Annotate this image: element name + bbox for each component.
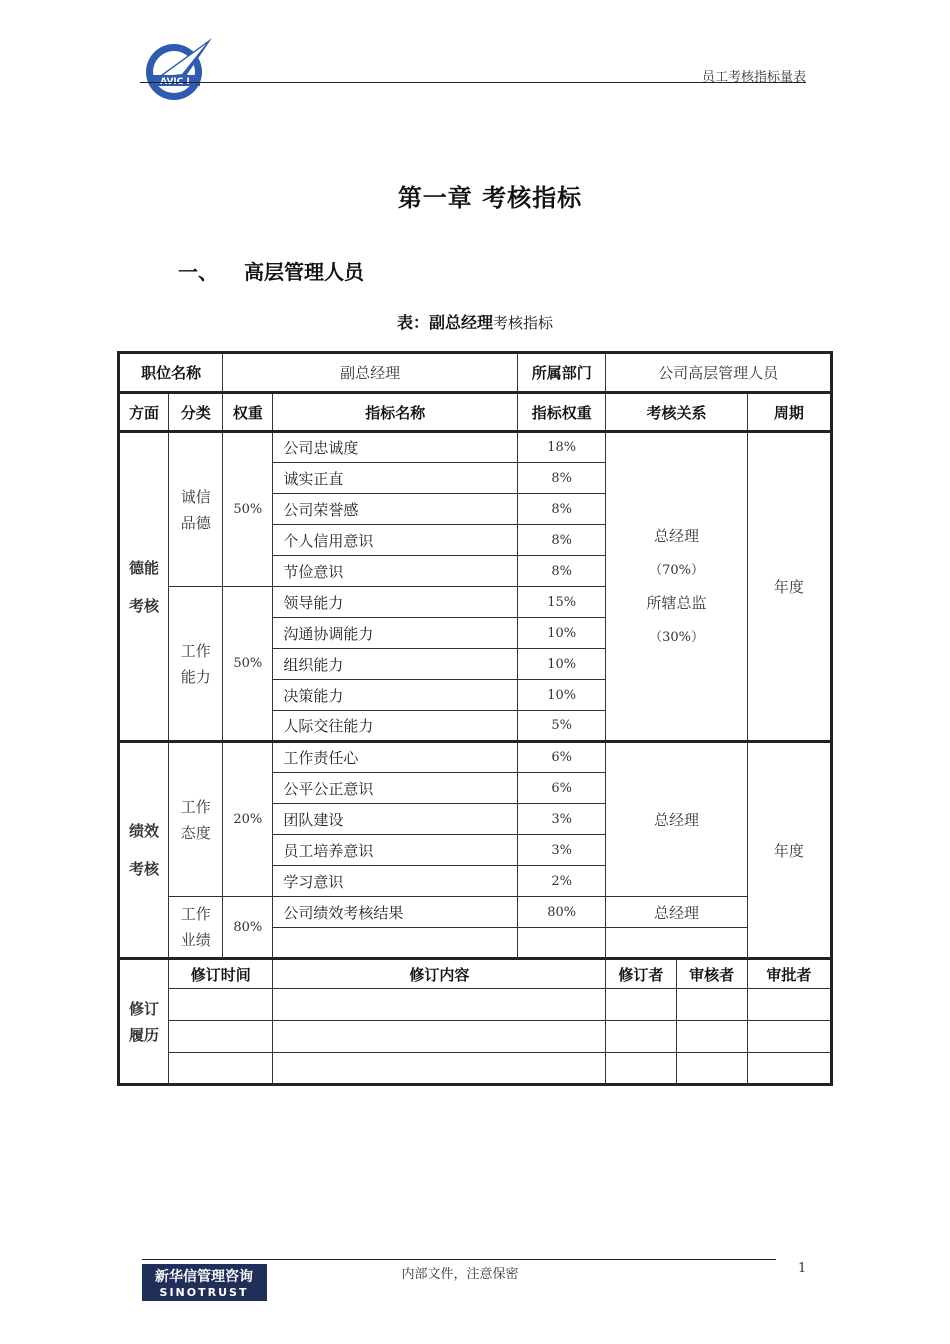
col-indicator-weight: 指标权重 <box>518 393 606 432</box>
column-header-row <box>119 393 832 432</box>
table-row <box>119 742 832 773</box>
confidential-note: 内部文件，注意保密 <box>401 1267 519 1282</box>
indicator-name: 公司荣誉感 <box>273 494 518 525</box>
indicator-weight: 8% <box>518 463 606 494</box>
revision-col-content: 修订内容 <box>273 959 606 989</box>
revision-label: 修订 履历 <box>119 959 169 1085</box>
aspect-performance <box>119 742 169 959</box>
relation-line: （70%） <box>649 562 704 578</box>
indicator-weight: 8% <box>518 525 606 556</box>
indicator-weight: 2% <box>518 866 606 897</box>
indicator-name: 诚实正直 <box>273 463 518 494</box>
col-category: 分类 <box>169 393 223 432</box>
indicator-name: 组织能力 <box>273 649 518 680</box>
weight-results: 80% <box>223 897 273 959</box>
indicator-weight: 8% <box>518 556 606 587</box>
empty-cell <box>273 928 518 959</box>
aspect-ethics-line2: 考核 <box>129 596 160 615</box>
weight-integrity: 50% <box>223 432 273 587</box>
category-integrity: 诚信 品德 <box>169 432 223 587</box>
indicator-name: 团队建设 <box>273 804 518 835</box>
relation-line: 总经理 <box>654 526 700 545</box>
indicator-name: 节俭意识 <box>273 556 518 587</box>
indicator-name: 沟通协调能力 <box>273 618 518 649</box>
category-results: 工作 业绩 <box>169 897 223 959</box>
table-caption-normal: 考核指标 <box>493 314 554 332</box>
indicator-name: 公司绩效考核结果 <box>273 897 518 928</box>
col-period: 周期 <box>747 393 831 432</box>
weight-attitude: 20% <box>223 742 273 897</box>
relation-block-1 <box>606 432 747 742</box>
col-indicator-name: 指标名称 <box>273 393 518 432</box>
relation-line: 所辖总监 <box>646 593 707 612</box>
assessment-table <box>117 351 833 1086</box>
indicator-name: 公平公正意识 <box>273 773 518 804</box>
indicator-weight: 15% <box>518 587 606 618</box>
revision-row <box>119 1053 832 1085</box>
col-weight: 权重 <box>223 393 273 432</box>
indicator-name: 人际交往能力 <box>273 711 518 742</box>
indicator-weight: 10% <box>518 680 606 711</box>
revision-row <box>119 1021 832 1053</box>
table-row <box>119 432 832 463</box>
section-number: 一、 <box>178 260 218 284</box>
sinotrust-logo-en: SINOTRUST <box>159 1286 249 1299</box>
indicator-weight: 6% <box>518 773 606 804</box>
aspect-ethics-line1: 德能 <box>129 558 160 577</box>
page-number: 1 <box>798 1261 807 1276</box>
indicator-weight: 3% <box>518 804 606 835</box>
header-title: 员工考核指标量表 <box>701 70 806 85</box>
chapter-title: 第一章 考核指标 <box>397 184 583 212</box>
indicator-name: 领导能力 <box>273 587 518 618</box>
revision-col-time: 修订时间 <box>169 959 273 989</box>
indicator-name: 学习意识 <box>273 866 518 897</box>
table-caption <box>0 310 950 333</box>
category-ability: 工作 能力 <box>169 587 223 742</box>
indicator-weight: 6% <box>518 742 606 773</box>
period-1: 年度 <box>747 432 831 742</box>
indicator-weight: 8% <box>518 494 606 525</box>
indicator-name: 个人信用意识 <box>273 525 518 556</box>
company-logo <box>142 36 214 102</box>
indicator-weight: 10% <box>518 618 606 649</box>
relation-block-2: 总经理 <box>606 742 747 897</box>
revision-col-reviser: 修订者 <box>606 959 676 989</box>
footer-divider <box>142 1259 776 1260</box>
period-2: 年度 <box>747 742 831 959</box>
indicator-weight: 5% <box>518 711 606 742</box>
section-heading <box>178 256 364 285</box>
logo-text: AVIC I <box>160 77 190 87</box>
position-row <box>119 353 832 393</box>
indicator-weight: 18% <box>518 432 606 463</box>
indicator-weight: 80% <box>518 897 606 928</box>
indicator-name: 公司忠诚度 <box>273 432 518 463</box>
position-value: 副总经理 <box>223 353 518 393</box>
indicator-name: 工作责任心 <box>273 742 518 773</box>
col-relation: 考核关系 <box>606 393 747 432</box>
table-caption-bold: 表：副总经理 <box>396 313 493 332</box>
weight-ability: 50% <box>223 587 273 742</box>
sinotrust-logo-cn: 新华信管理咨询 <box>155 1269 253 1285</box>
empty-cell <box>606 928 747 959</box>
aspect-performance-line2: 考核 <box>129 860 160 878</box>
indicator-weight: 3% <box>518 835 606 866</box>
col-aspect: 方面 <box>119 393 169 432</box>
revision-col-approver: 审批者 <box>747 959 831 989</box>
relation-block-3: 总经理 <box>606 897 747 928</box>
indicator-name: 决策能力 <box>273 680 518 711</box>
aspect-performance-line1: 绩效 <box>129 822 160 840</box>
revision-col-reviewer: 审核者 <box>676 959 747 989</box>
revision-row <box>119 989 832 1021</box>
dept-value: 公司高层管理人员 <box>606 353 832 393</box>
dept-label: 所属部门 <box>518 353 606 393</box>
category-attitude: 工作 态度 <box>169 742 223 897</box>
indicator-weight: 10% <box>518 649 606 680</box>
aspect-ethics <box>119 432 169 742</box>
section-title: 高层管理人员 <box>244 260 364 284</box>
revision-header-row <box>119 959 832 989</box>
position-label: 职位名称 <box>119 353 223 393</box>
table-row <box>119 897 832 928</box>
empty-cell <box>518 928 606 959</box>
indicator-name: 员工培养意识 <box>273 835 518 866</box>
relation-line: （30%） <box>649 629 704 645</box>
